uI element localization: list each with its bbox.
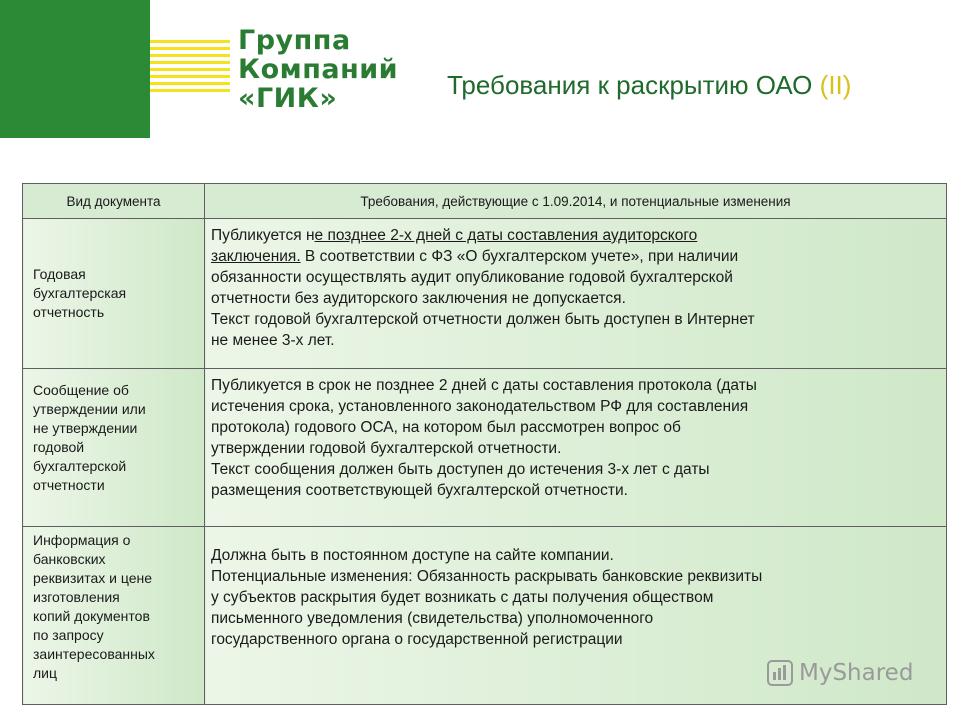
doc-type-line: отчетность bbox=[33, 304, 105, 320]
doc-type-line: реквизитах и цене bbox=[33, 570, 152, 586]
requirement-line: Текст годовой бухгалтерской отчетности должен быть доступен в Интернет bbox=[211, 311, 755, 328]
requirements-table bbox=[22, 183, 947, 705]
requirement-line: обязанности осуществлять аудит опубликование годовой бухгалтерской bbox=[211, 269, 733, 286]
logo-green-block bbox=[0, 0, 150, 138]
table-header-row bbox=[23, 184, 947, 219]
logo-line: Группа bbox=[238, 25, 351, 56]
doc-type-cell bbox=[23, 219, 205, 369]
doc-type-line: по запросу bbox=[33, 627, 104, 643]
logo-line: Компаний bbox=[238, 54, 399, 85]
doc-type-line: утверждении или bbox=[33, 401, 146, 417]
company-logo-text bbox=[238, 26, 398, 113]
requirement-line: государственного органа о государственной регистрации bbox=[211, 631, 623, 648]
requirement-line: Потенциальные изменения: Обязанность раскрывать банковские реквизиты bbox=[211, 568, 763, 585]
header-requirements: Требования, действующие с 1.09.2014, и потенциальные изменения bbox=[205, 184, 947, 219]
doc-type-line: не утверждении bbox=[33, 420, 138, 436]
requirement-underlined: заключения. bbox=[211, 248, 301, 265]
requirements-table-wrap bbox=[22, 183, 946, 705]
requirement-line: письменного уведомления (свидетельства) уполномоченного bbox=[211, 610, 654, 627]
doc-type-cell bbox=[23, 369, 205, 527]
requirement-line: Должна быть в постоянном доступе на сайте компании. bbox=[211, 547, 614, 564]
requirement-line bbox=[211, 246, 936, 267]
doc-type-cell bbox=[23, 527, 205, 705]
requirement-line: не менее 3-х лет. bbox=[211, 332, 335, 349]
doc-type-line: отчетности bbox=[33, 477, 105, 493]
requirement-text: Публикуется н bbox=[211, 227, 315, 244]
doc-type-line: годовой bbox=[33, 439, 85, 455]
watermark-logo-icon bbox=[767, 660, 793, 686]
doc-type-line: лиц bbox=[33, 665, 58, 681]
requirement-line: Публикуется в срок не позднее 2 дней с даты составления протокола (даты bbox=[211, 377, 757, 394]
doc-type-line: Информация о bbox=[33, 532, 131, 548]
slide-title-accent: (II) bbox=[819, 70, 852, 100]
watermark-text: MyShared bbox=[799, 660, 914, 686]
requirements-cell bbox=[205, 219, 947, 369]
doc-type-line: Сообщение об bbox=[33, 382, 129, 398]
slide-title bbox=[447, 70, 851, 101]
header-doc-type: Вид документа bbox=[23, 184, 205, 219]
requirements-cell bbox=[205, 369, 947, 527]
doc-type-line: Годовая bbox=[33, 266, 86, 282]
doc-type-line: банковских bbox=[33, 551, 106, 567]
doc-type-line: заинтересованных bbox=[33, 646, 155, 662]
doc-type-line: бухгалтерской bbox=[33, 458, 127, 474]
table-row bbox=[23, 219, 947, 369]
requirement-underlined: е позднее 2-х дней с даты составления аудиторского bbox=[314, 227, 698, 244]
requirement-text: В соответствии с ФЗ «О бухгалтерском учете», при наличии bbox=[300, 248, 739, 265]
requirement-line: отчетности без аудиторского заключения не допускается. bbox=[211, 290, 626, 307]
watermark bbox=[767, 660, 913, 686]
logo-stripes bbox=[150, 40, 230, 100]
requirement-line: у субъектов раскрытия будет возникать с даты получения обществом bbox=[211, 589, 714, 606]
doc-type-line: копий документов bbox=[33, 608, 150, 624]
requirement-line bbox=[211, 225, 936, 246]
logo-line: «ГИК» bbox=[238, 83, 338, 114]
doc-type-line: бухгалтерская bbox=[33, 285, 127, 301]
requirement-line: истечения срока, установленного законодательством РФ для составления bbox=[211, 398, 749, 415]
table-row bbox=[23, 369, 947, 527]
slide-title-main: Требования к раскрытию ОАО bbox=[447, 70, 813, 100]
requirement-line: Текст сообщения должен быть доступен до истечения 3-х лет с даты bbox=[211, 461, 710, 478]
doc-type-line: изготовления bbox=[33, 589, 120, 605]
requirement-line: утверждении годовой бухгалтерской отчетности. bbox=[211, 440, 562, 457]
requirement-line: размещения соответствующей бухгалтерской отчетности. bbox=[211, 482, 628, 499]
requirement-line: протокола) годового ОСА, на котором был рассмотрен вопрос об bbox=[211, 419, 681, 436]
